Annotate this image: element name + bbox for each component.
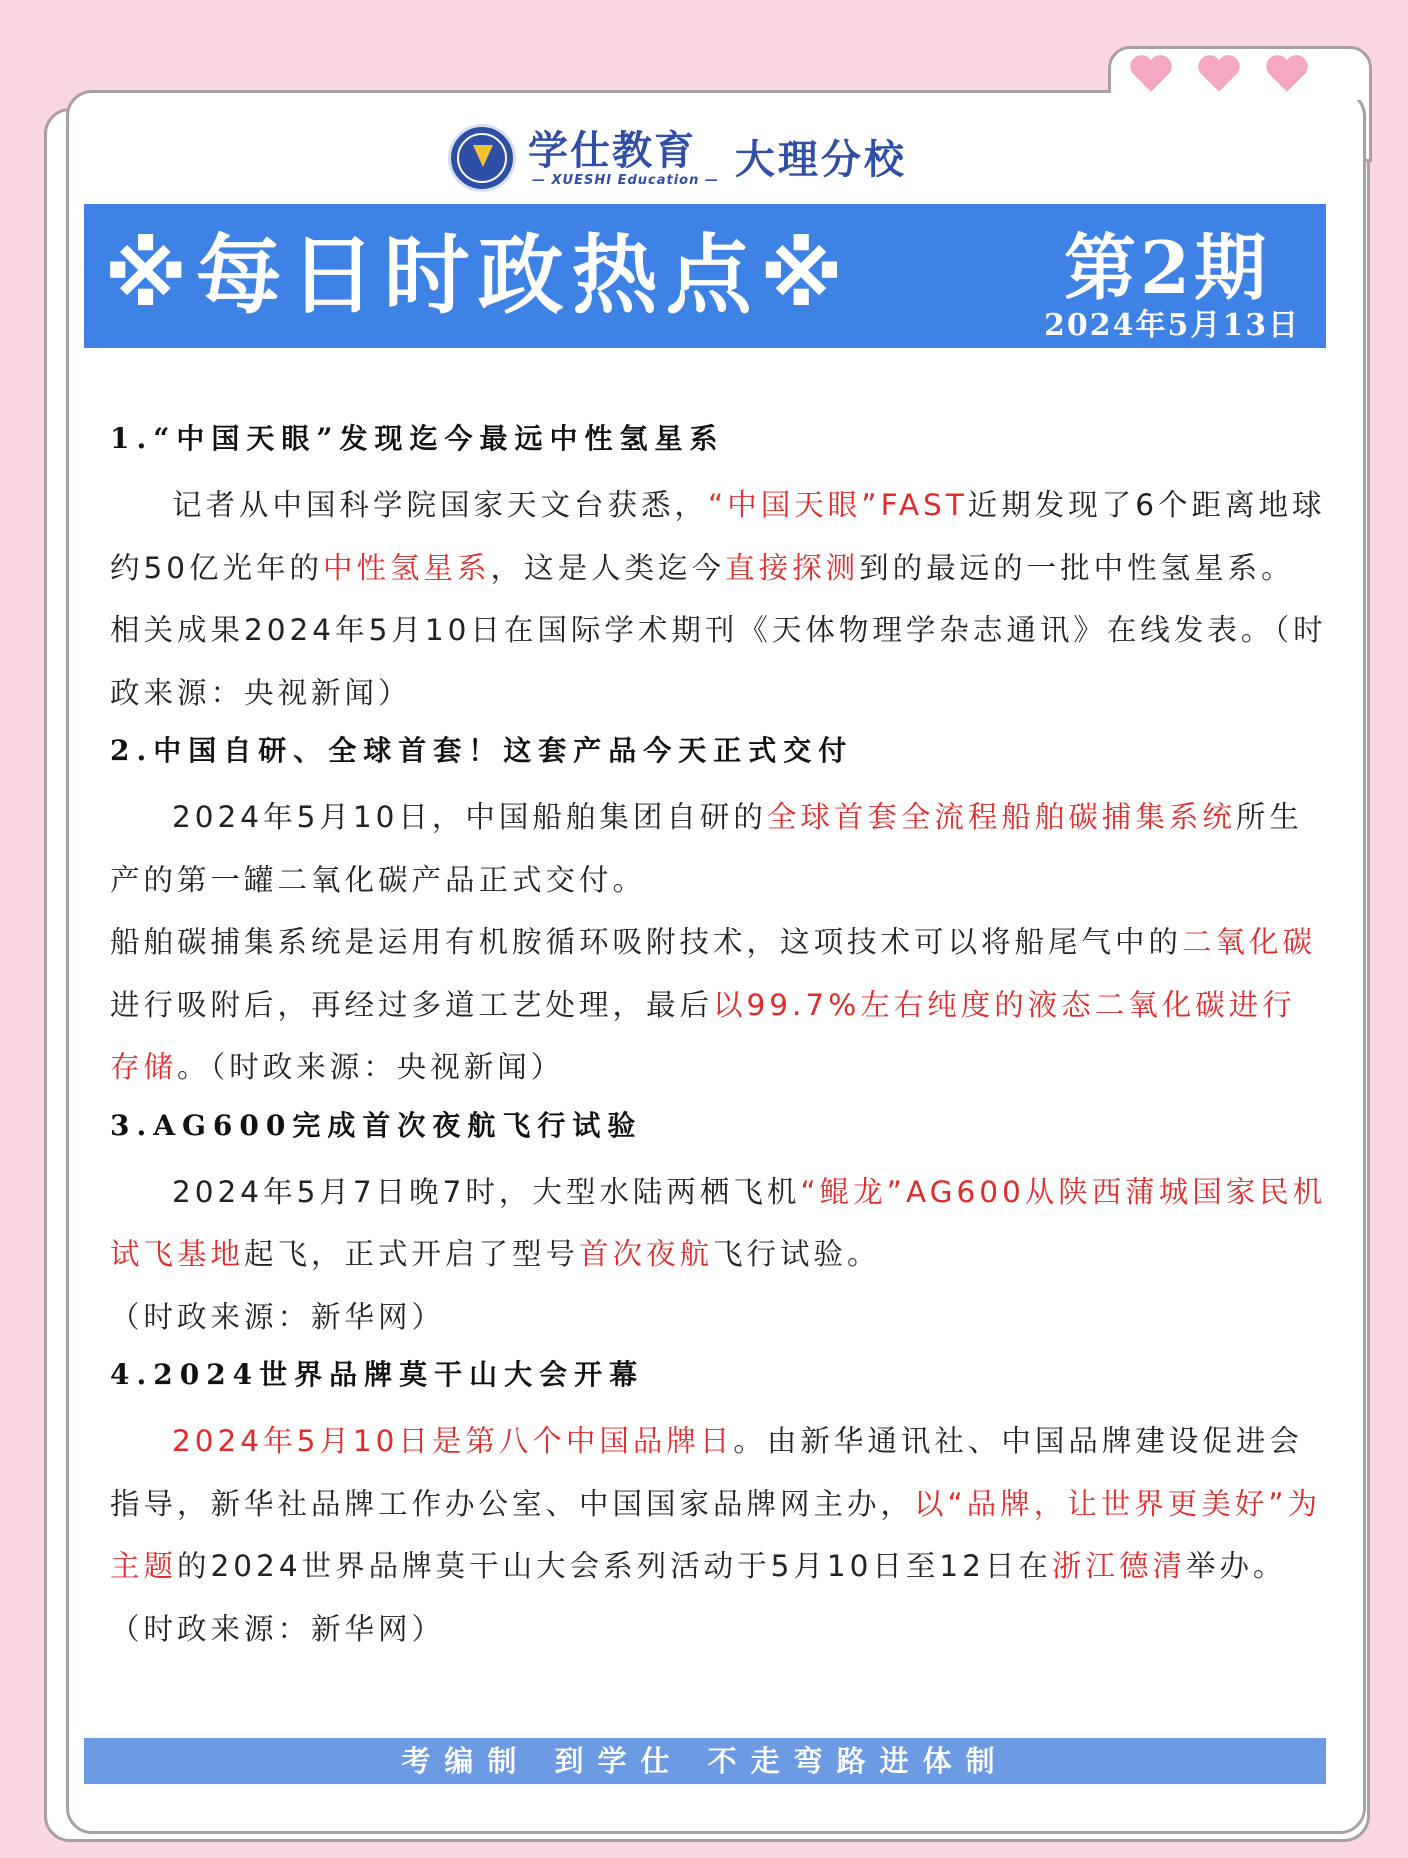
- logo-emblem-icon: [448, 124, 516, 192]
- section-paragraph: [110, 1286, 1328, 1349]
- section-title: 1.“中国天眼”发现迄今最远中性氢星系: [110, 422, 725, 455]
- body-text: 。由新华通讯社、中国品牌建设促进会指导，新华社品牌工作办公室、中国国家品牌网主办，: [110, 1424, 1303, 1521]
- footer-slogan: 考编制 到学仕 不走弯路进体制: [84, 1738, 1326, 1784]
- section-title: 4.2024世界品牌莫干山大会开幕: [110, 1358, 645, 1391]
- section-paragraph: [110, 911, 1328, 1099]
- section-paragraph: [110, 1410, 1328, 1660]
- body-text: 船舶碳捕集系统是运用有机胺循环吸附技术，这项技术可以将船尾气中的: [110, 925, 1183, 959]
- highlight-text: 中性氢星系: [323, 550, 491, 585]
- news-content: [110, 412, 1328, 1660]
- issue-number: 第2期: [1064, 225, 1271, 310]
- body-text: 举办。（时政来源：新华网）: [110, 1549, 1287, 1646]
- logo-english: — XUESHI Education —: [532, 172, 719, 188]
- heart-icon: [1128, 52, 1174, 94]
- highlight-text: 二氧化碳: [1182, 925, 1317, 959]
- section-paragraph: [110, 1161, 1328, 1286]
- body-text: （时政来源：新华网）: [110, 1299, 446, 1334]
- issue-date: 2024年5月13日: [1044, 308, 1301, 343]
- section-title: 3.AG600完成首次夜航飞行试验: [110, 1108, 643, 1142]
- body-text: 所生产的第一罐二氧化碳产品正式交付。: [110, 800, 1303, 897]
- highlight-text: 直接探测: [725, 550, 860, 585]
- highlight-text: 全球首套全流程船舶碳捕集系统: [766, 800, 1236, 834]
- branch-name: 大理分校: [734, 137, 907, 183]
- title-banner: [84, 204, 1326, 348]
- logo-name: 学仕教育: [528, 127, 696, 174]
- body-text: 起飞，正式开启了型号: [244, 1237, 580, 1271]
- body-text: 近期发现了6个距离地球约50亿光年的: [110, 488, 1326, 585]
- highlight-text: “中国天眼”FAST: [708, 488, 968, 522]
- section-paragraph: [110, 474, 1328, 724]
- body-text: 。（时政来源：央视新闻）: [177, 1050, 565, 1084]
- highlight-text: 以“品牌，让世界更美好”为主题: [110, 1486, 1322, 1583]
- heart-icon: [1196, 52, 1242, 94]
- body-text: 进行吸附后，再经过多道工艺处理，最后: [110, 987, 714, 1022]
- highlight-text: “鲲龙”AG600从陕西蒲城国家民机试飞基地: [110, 1174, 1327, 1271]
- highlight-text: 首次夜航: [579, 1237, 714, 1271]
- body-text: ，这是人类迄今: [490, 550, 726, 585]
- highlight-text: 2024年5月10日是第八个中国品牌日: [172, 1424, 734, 1458]
- highlight-text: 浙江德清: [1051, 1549, 1186, 1583]
- body-text: 记者从中国科学院国家天文台获悉，: [172, 488, 709, 522]
- body-text: 2024年5月7日晚7时，大型水陆两栖飞机: [172, 1174, 801, 1209]
- body-text: 到的最远的一批中性氢星系。相关成果2024年5月10日在国际学术期刊《天体物理学杂志通讯》在线发表。（时政来源：央视新闻）: [110, 550, 1327, 710]
- highlight-text: 以99.7%左右纯度的液态二氧化碳进行存储: [110, 987, 1296, 1084]
- body-text: 的2024世界品牌莫干山大会系列活动于5月10日至12日在: [177, 1549, 1052, 1583]
- body-text: 飞行试验。: [713, 1237, 881, 1271]
- logo: [448, 124, 907, 192]
- heart-icon: [1264, 52, 1310, 94]
- section-paragraph: [110, 786, 1328, 911]
- body-text: 2024年5月10日，中国船舶集团自研的: [172, 800, 767, 834]
- section-title: 2.中国自研、全球首套！这套产品今天正式交付: [110, 734, 854, 767]
- hearts: [1128, 52, 1310, 94]
- page-title: ※每日时政热点※: [104, 226, 852, 326]
